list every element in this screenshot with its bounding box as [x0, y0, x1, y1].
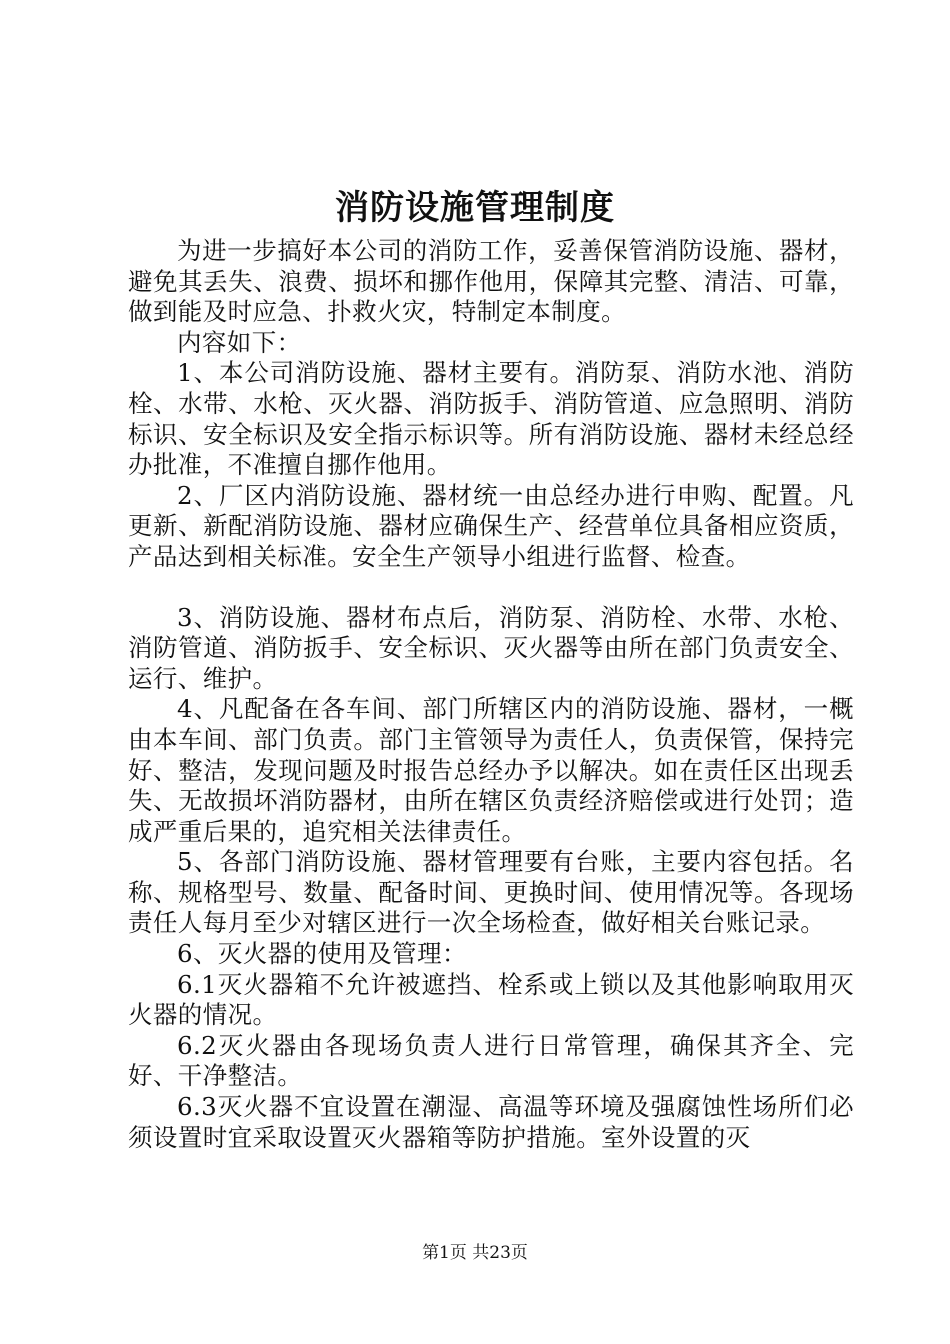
paragraph-item-5: 5、各部门消防设施、器材管理要有台账，主要内容包括。名称、规格型号、数量、配备时间、更换时间、使用情况等。各现场责任人每月至少对辖区进行一次全场检查，做好相关台账记录。	[128, 847, 854, 938]
paragraph-content-heading: 内容如下：	[177, 327, 302, 357]
document-body	[128, 236, 854, 1153]
page-number-footer: 第1页 共23页	[422, 1243, 528, 1263]
paragraph-item-1: 1、本公司消防设施、器材主要有。消防泵、消防水池、消防栓、水带、水枪、灭火器、消防扳手、消防管道、应急照明、消防标识、安全标识及安全指示标识等。所有消防设施、器材未经总经办批准，不准擅自挪作他用。	[128, 358, 854, 480]
paragraph-item-3: 3、消防设施、器材布点后，消防泵、消防栓、水带、水枪、消防管道、消防扳手、安全标识、灭火器等由所在部门负责安全、运行、维护。	[128, 602, 854, 693]
document-title: 消防设施管理制度	[335, 188, 615, 228]
paragraph-intro: 为进一步搞好本公司的消防工作，妥善保管消防设施、器材，避免其丢失、浪费、损坏和挪作他用，保障其完整、清洁、可靠，做到能及时应急、扑救火灾，特制定本制度。	[128, 236, 854, 327]
paragraph-item-6-2: 6.2灭火器由各现场负责人进行日常管理，确保其齐全、完好、干净整洁。	[128, 1030, 854, 1091]
paragraph-item-6: 6、灭火器的使用及管理：	[177, 939, 467, 969]
paragraph-item-6-1: 6.1灭火器箱不允许被遮挡、栓系或上锁以及其他影响取用灭火器的情况。	[128, 969, 854, 1030]
paragraph-item-2: 2、厂区内消防设施、器材统一由总经办进行申购、配置。凡更新、新配消防设施、器材应确保生产、经营单位具备相应资质，产品达到相关标准。安全生产领导小组进行监督、检查。	[128, 480, 854, 571]
paragraph-item-6-3: 6.3灭火器不宜设置在潮湿、高温等环境及强腐蚀性场所们必须设置时宜采取设置灭火器箱等防护措施。室外设置的灭	[128, 1092, 854, 1152]
paragraph-item-4: 4、凡配备在各车间、部门所辖区内的消防设施、器材，一概由本车间、部门负责。部门主管领导为责任人，负责保管，保持完好、整洁，发现问题及时报告总经办予以解决。如在责任区出现丢失、无故损坏消防器材，由所在辖区负责经济赔偿或进行处罚；造成严重后果的，追究相关法律责任。	[128, 694, 854, 846]
